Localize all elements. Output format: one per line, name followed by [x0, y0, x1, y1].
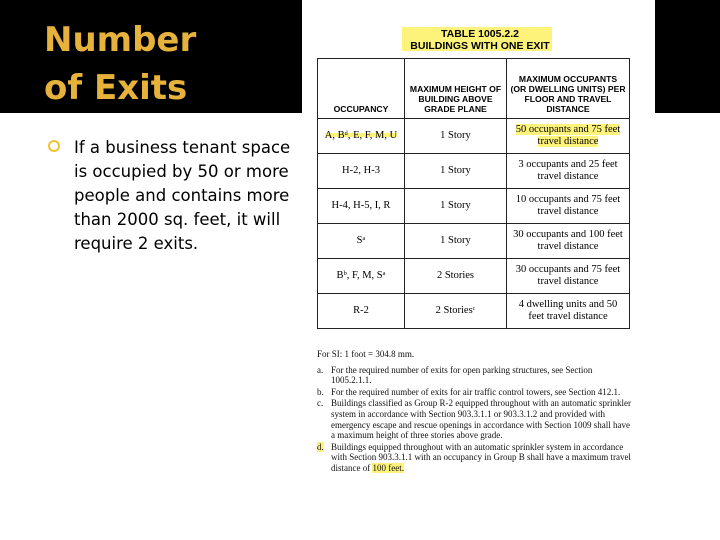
- occupants-cell: 10 occupants and 75 feet travel distance: [507, 189, 630, 224]
- table-row: [318, 154, 630, 189]
- footnote-c: [317, 398, 635, 440]
- slide-title-line-1: Number: [44, 20, 197, 60]
- occupants-cell: 30 occupants and 75 feet travel distance: [507, 259, 630, 294]
- height-cell: 1 Story: [405, 224, 507, 259]
- footnote-letter: b.: [317, 386, 324, 397]
- footnote-d: [317, 442, 635, 474]
- footnote-text: For the required number of exits for open parking structures, see Section 1005.2.1.1.: [331, 364, 593, 386]
- height-cell: 2 Storiesᶜ: [405, 294, 507, 329]
- footnote-b: [317, 387, 635, 398]
- occupancy-cell: Bᵇ, F, M, Sᵃ: [318, 259, 405, 294]
- table-title: [390, 28, 570, 52]
- footnote-text: For the required number of exits for air traffic control towers, see Section 412.1.: [331, 386, 621, 397]
- footnote-highlight: 100 feet.: [372, 462, 404, 473]
- table-row: [318, 119, 630, 154]
- height-cell: 1 Story: [405, 119, 507, 154]
- footnote-letter: d.: [317, 441, 324, 452]
- footnote-letter: c.: [317, 398, 324, 409]
- occupancy-cell: H-2, H-3: [318, 154, 405, 189]
- table-notes: [317, 349, 635, 475]
- table-row: [318, 189, 630, 224]
- si-conversion-note: For SI: 1 foot = 304.8 mm.: [317, 349, 415, 359]
- footnote-a: [317, 365, 635, 386]
- occupants-cell: 50 occupants and 75 feet travel distance: [507, 119, 630, 154]
- occupants-cell: 3 occupants and 25 feet travel distance: [507, 154, 630, 189]
- table-row: [318, 294, 630, 329]
- slide-title: [44, 16, 196, 112]
- occupancy-cell: R-2: [318, 294, 405, 329]
- table-caption: BUILDINGS WITH ONE EXIT: [410, 40, 550, 52]
- table-row: [318, 224, 630, 259]
- height-cell: 1 Story: [405, 189, 507, 224]
- table-header-row: [318, 59, 630, 119]
- footnote-letter: a.: [317, 364, 324, 375]
- occupants-cell: 4 dwelling units and 50 feet travel distance: [507, 294, 630, 329]
- header-max-occupants: MAXIMUM OCCUPANTS (OR DWELLING UNITS) PER FLOOR AND TRAVEL DISTANCE: [507, 59, 630, 119]
- occupancy-cell: Sᵃ: [318, 224, 405, 259]
- code-table-image: [302, 0, 655, 540]
- header-max-height: MAXIMUM HEIGHT OF BUILDING ABOVE GRADE PLANE: [405, 59, 507, 119]
- header-occupancy: OCCUPANCY: [318, 59, 405, 119]
- height-cell: 1 Story: [405, 154, 507, 189]
- ring-bullet-icon: [48, 140, 60, 152]
- exits-table: [317, 58, 630, 329]
- slide-title-line-2: of Exits: [44, 68, 188, 108]
- height-cell: 2 Stories: [405, 259, 507, 294]
- occupancy-cell: A, Bᵈ, E, F, M, U: [318, 119, 405, 154]
- occupancy-cell: H-4, H-5, I, R: [318, 189, 405, 224]
- footnote-text: Buildings equipped throughout with an automatic sprinkler system in accordance with Section 903.3.1.1 with an occupancy in Group B shall have a maximum travel distance of: [331, 441, 631, 473]
- table-row: [318, 259, 630, 294]
- occupants-cell: 30 occupants and 100 feet travel distance: [507, 224, 630, 259]
- bullet-text: If a business tenant space is occupied by 50 or more people and contains more than 2000 sq. feet, it will require 2 exits.: [74, 138, 291, 253]
- table-number: TABLE 1005.2.2: [440, 28, 519, 40]
- footnote-text: Buildings classified as Group R-2 equipped throughout with an automatic sprinkler system in accordance with Section 903.3.1.1 or 903.3.1.2 and provided with emergency escape and rescue openings in accordance with Section 1009 shall have a maximum height of three stories above grade.: [331, 398, 631, 441]
